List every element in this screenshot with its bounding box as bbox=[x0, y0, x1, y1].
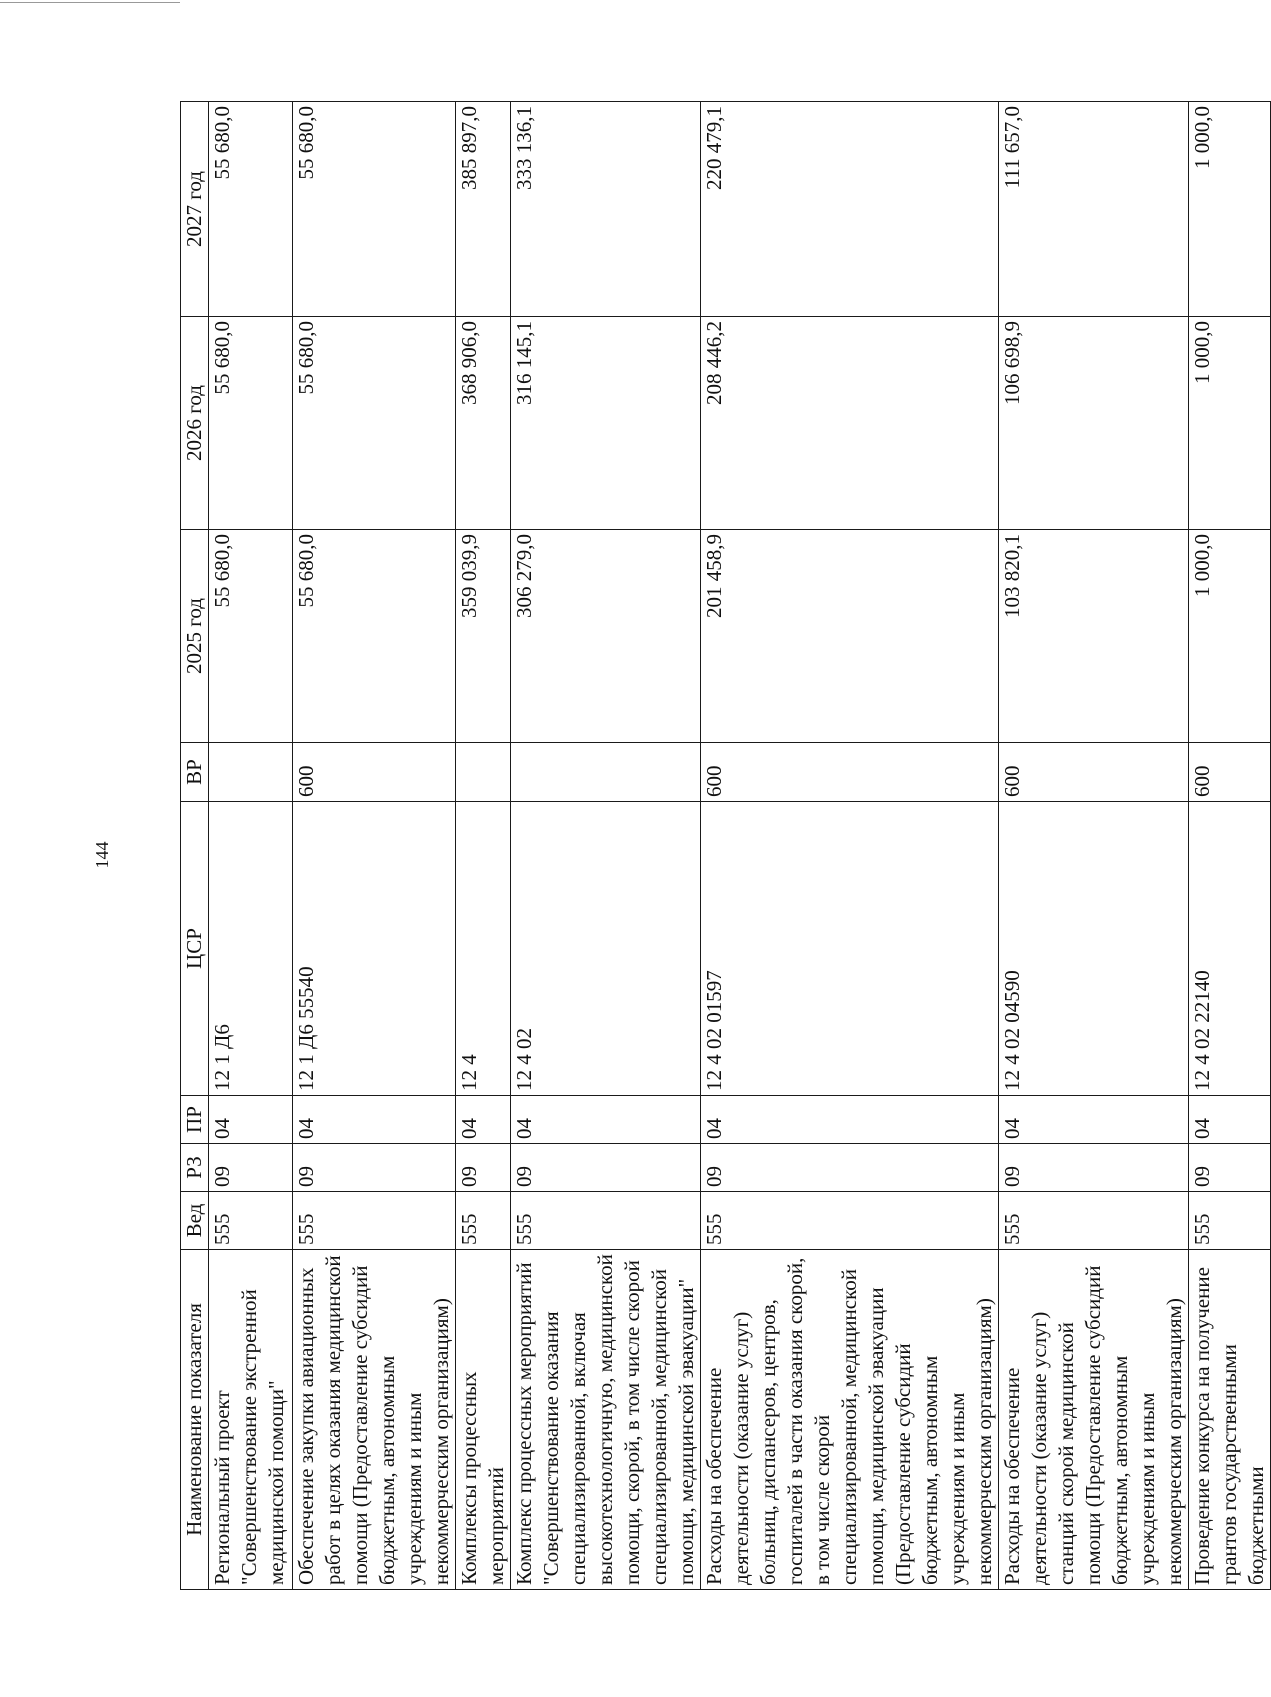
header-2027: 2027 год bbox=[181, 102, 209, 317]
cell-ved: 555 bbox=[511, 1192, 701, 1250]
header-2026: 2026 год bbox=[181, 317, 209, 530]
cell-ved: 555 bbox=[456, 1192, 511, 1250]
header-ved: Вед bbox=[181, 1192, 209, 1250]
cell-2025: 103 820,1 bbox=[999, 530, 1189, 743]
cell-2025: 55 680,0 bbox=[209, 530, 293, 743]
cell-ved: 555 bbox=[999, 1192, 1189, 1250]
cell-pr: 04 bbox=[999, 1096, 1189, 1144]
table-header-row bbox=[181, 102, 209, 1590]
cell-ved: 555 bbox=[293, 1192, 456, 1250]
cell-vr: 600 bbox=[293, 743, 456, 802]
cell-vr: 600 bbox=[999, 743, 1189, 802]
cell-2027: 1 000,0 bbox=[1189, 102, 1271, 317]
cell-rz: 09 bbox=[293, 1144, 456, 1192]
cell-vr bbox=[456, 743, 511, 802]
cell-pr: 04 bbox=[293, 1096, 456, 1144]
cell-csr: 12 1 Д6 55540 bbox=[293, 802, 456, 1096]
cell-vr bbox=[209, 743, 293, 802]
cell-pr: 04 bbox=[209, 1096, 293, 1144]
cell-2025: 359 039,9 bbox=[456, 530, 511, 743]
cell-name: Проведение конкурса на получение грантов государственными бюджетными bbox=[1189, 1250, 1271, 1590]
page-number: 144 bbox=[92, 841, 112, 869]
cell-vr: 600 bbox=[1189, 743, 1271, 802]
cell-2026: 1 000,0 bbox=[1189, 317, 1271, 530]
cell-vr bbox=[511, 743, 701, 802]
budget-table-rotated bbox=[180, 102, 1268, 1590]
cell-pr: 04 bbox=[456, 1096, 511, 1144]
cell-2026: 55 680,0 bbox=[293, 317, 456, 530]
cell-name: Обеспечение закупки авиационных работ в целях оказания медицинской помощи (Предоставление субсидий бюджетным, автономным учреждениям и иным некоммерческим организациям) bbox=[293, 1250, 456, 1590]
budget-table bbox=[180, 101, 1271, 1590]
cell-ved: 555 bbox=[1189, 1192, 1271, 1250]
cell-name: Расходы на обеспечение деятельности (оказание услуг) станций скорой медицинской помощи (Предоставление субсидий бюджетным, автономным учреждениям и иным некоммерческим организациям) bbox=[999, 1250, 1189, 1590]
cell-rz: 09 bbox=[456, 1144, 511, 1192]
cell-name: Региональный проект "Совершенствование экстренной медицинской помощи" bbox=[209, 1250, 293, 1590]
cell-2026: 316 145,1 bbox=[511, 317, 701, 530]
table-row bbox=[1189, 102, 1271, 1590]
header-2025: 2025 год bbox=[181, 530, 209, 743]
cell-rz: 09 bbox=[209, 1144, 293, 1192]
scan-edge-line bbox=[0, 2, 180, 3]
cell-pr: 04 bbox=[511, 1096, 701, 1144]
cell-2026: 106 698,9 bbox=[999, 317, 1189, 530]
cell-csr: 12 4 bbox=[456, 802, 511, 1096]
header-name: Наименование показателя bbox=[181, 1250, 209, 1590]
cell-2026: 368 906,0 bbox=[456, 317, 511, 530]
cell-2025: 1 000,0 bbox=[1189, 530, 1271, 743]
cell-csr: 12 4 02 22140 bbox=[1189, 802, 1271, 1096]
table-row bbox=[511, 102, 701, 1590]
header-csr: ЦСР bbox=[181, 802, 209, 1096]
cell-2026: 55 680,0 bbox=[209, 317, 293, 530]
header-pr: ПР bbox=[181, 1096, 209, 1144]
cell-2027: 220 479,1 bbox=[701, 102, 999, 317]
cell-2027: 333 136,1 bbox=[511, 102, 701, 317]
cell-name: Комплексы процессных мероприятий bbox=[456, 1250, 511, 1590]
cell-2027: 111 657,0 bbox=[999, 102, 1189, 317]
cell-2027: 55 680,0 bbox=[293, 102, 456, 317]
cell-name: Комплекс процессных мероприятий "Совершенствование оказания специализированной, включая высокотехнологичную, медицинской помощи, скорой, в том числе скорой специализированной, медицинской помощи, медицинской эвакуации" bbox=[511, 1250, 701, 1590]
cell-ved: 555 bbox=[701, 1192, 999, 1250]
header-vr: ВР bbox=[181, 743, 209, 802]
cell-2026: 208 446,2 bbox=[701, 317, 999, 530]
cell-rz: 09 bbox=[701, 1144, 999, 1192]
cell-2025: 306 279,0 bbox=[511, 530, 701, 743]
cell-pr: 04 bbox=[701, 1096, 999, 1144]
cell-csr: 12 4 02 04590 bbox=[999, 802, 1189, 1096]
cell-csr: 12 4 02 bbox=[511, 802, 701, 1096]
cell-rz: 09 bbox=[511, 1144, 701, 1192]
table-row bbox=[701, 102, 999, 1590]
cell-csr: 12 4 02 01597 bbox=[701, 802, 999, 1096]
cell-pr: 04 bbox=[1189, 1096, 1271, 1144]
cell-2027: 385 897,0 bbox=[456, 102, 511, 317]
table-row bbox=[209, 102, 293, 1590]
table-row bbox=[999, 102, 1189, 1590]
cell-name: Расходы на обеспечение деятельности (оказание услуг) больниц, диспансеров, центров, госпиталей в части оказания скорой, в том числе скорой специализированной, медицинской помощи, медицинской эвакуации (Предоставление субсидий бюджетным, автономным учреждениям и иным некоммерческим организациям) bbox=[701, 1250, 999, 1590]
cell-2025: 55 680,0 bbox=[293, 530, 456, 743]
table-row bbox=[293, 102, 456, 1590]
cell-csr: 12 1 Д6 bbox=[209, 802, 293, 1096]
cell-rz: 09 bbox=[1189, 1144, 1271, 1192]
cell-rz: 09 bbox=[999, 1144, 1189, 1192]
cell-vr: 600 bbox=[701, 743, 999, 802]
table-row bbox=[456, 102, 511, 1590]
cell-2025: 201 458,9 bbox=[701, 530, 999, 743]
cell-ved: 555 bbox=[209, 1192, 293, 1250]
cell-2027: 55 680,0 bbox=[209, 102, 293, 317]
header-rz: РЗ bbox=[181, 1144, 209, 1192]
